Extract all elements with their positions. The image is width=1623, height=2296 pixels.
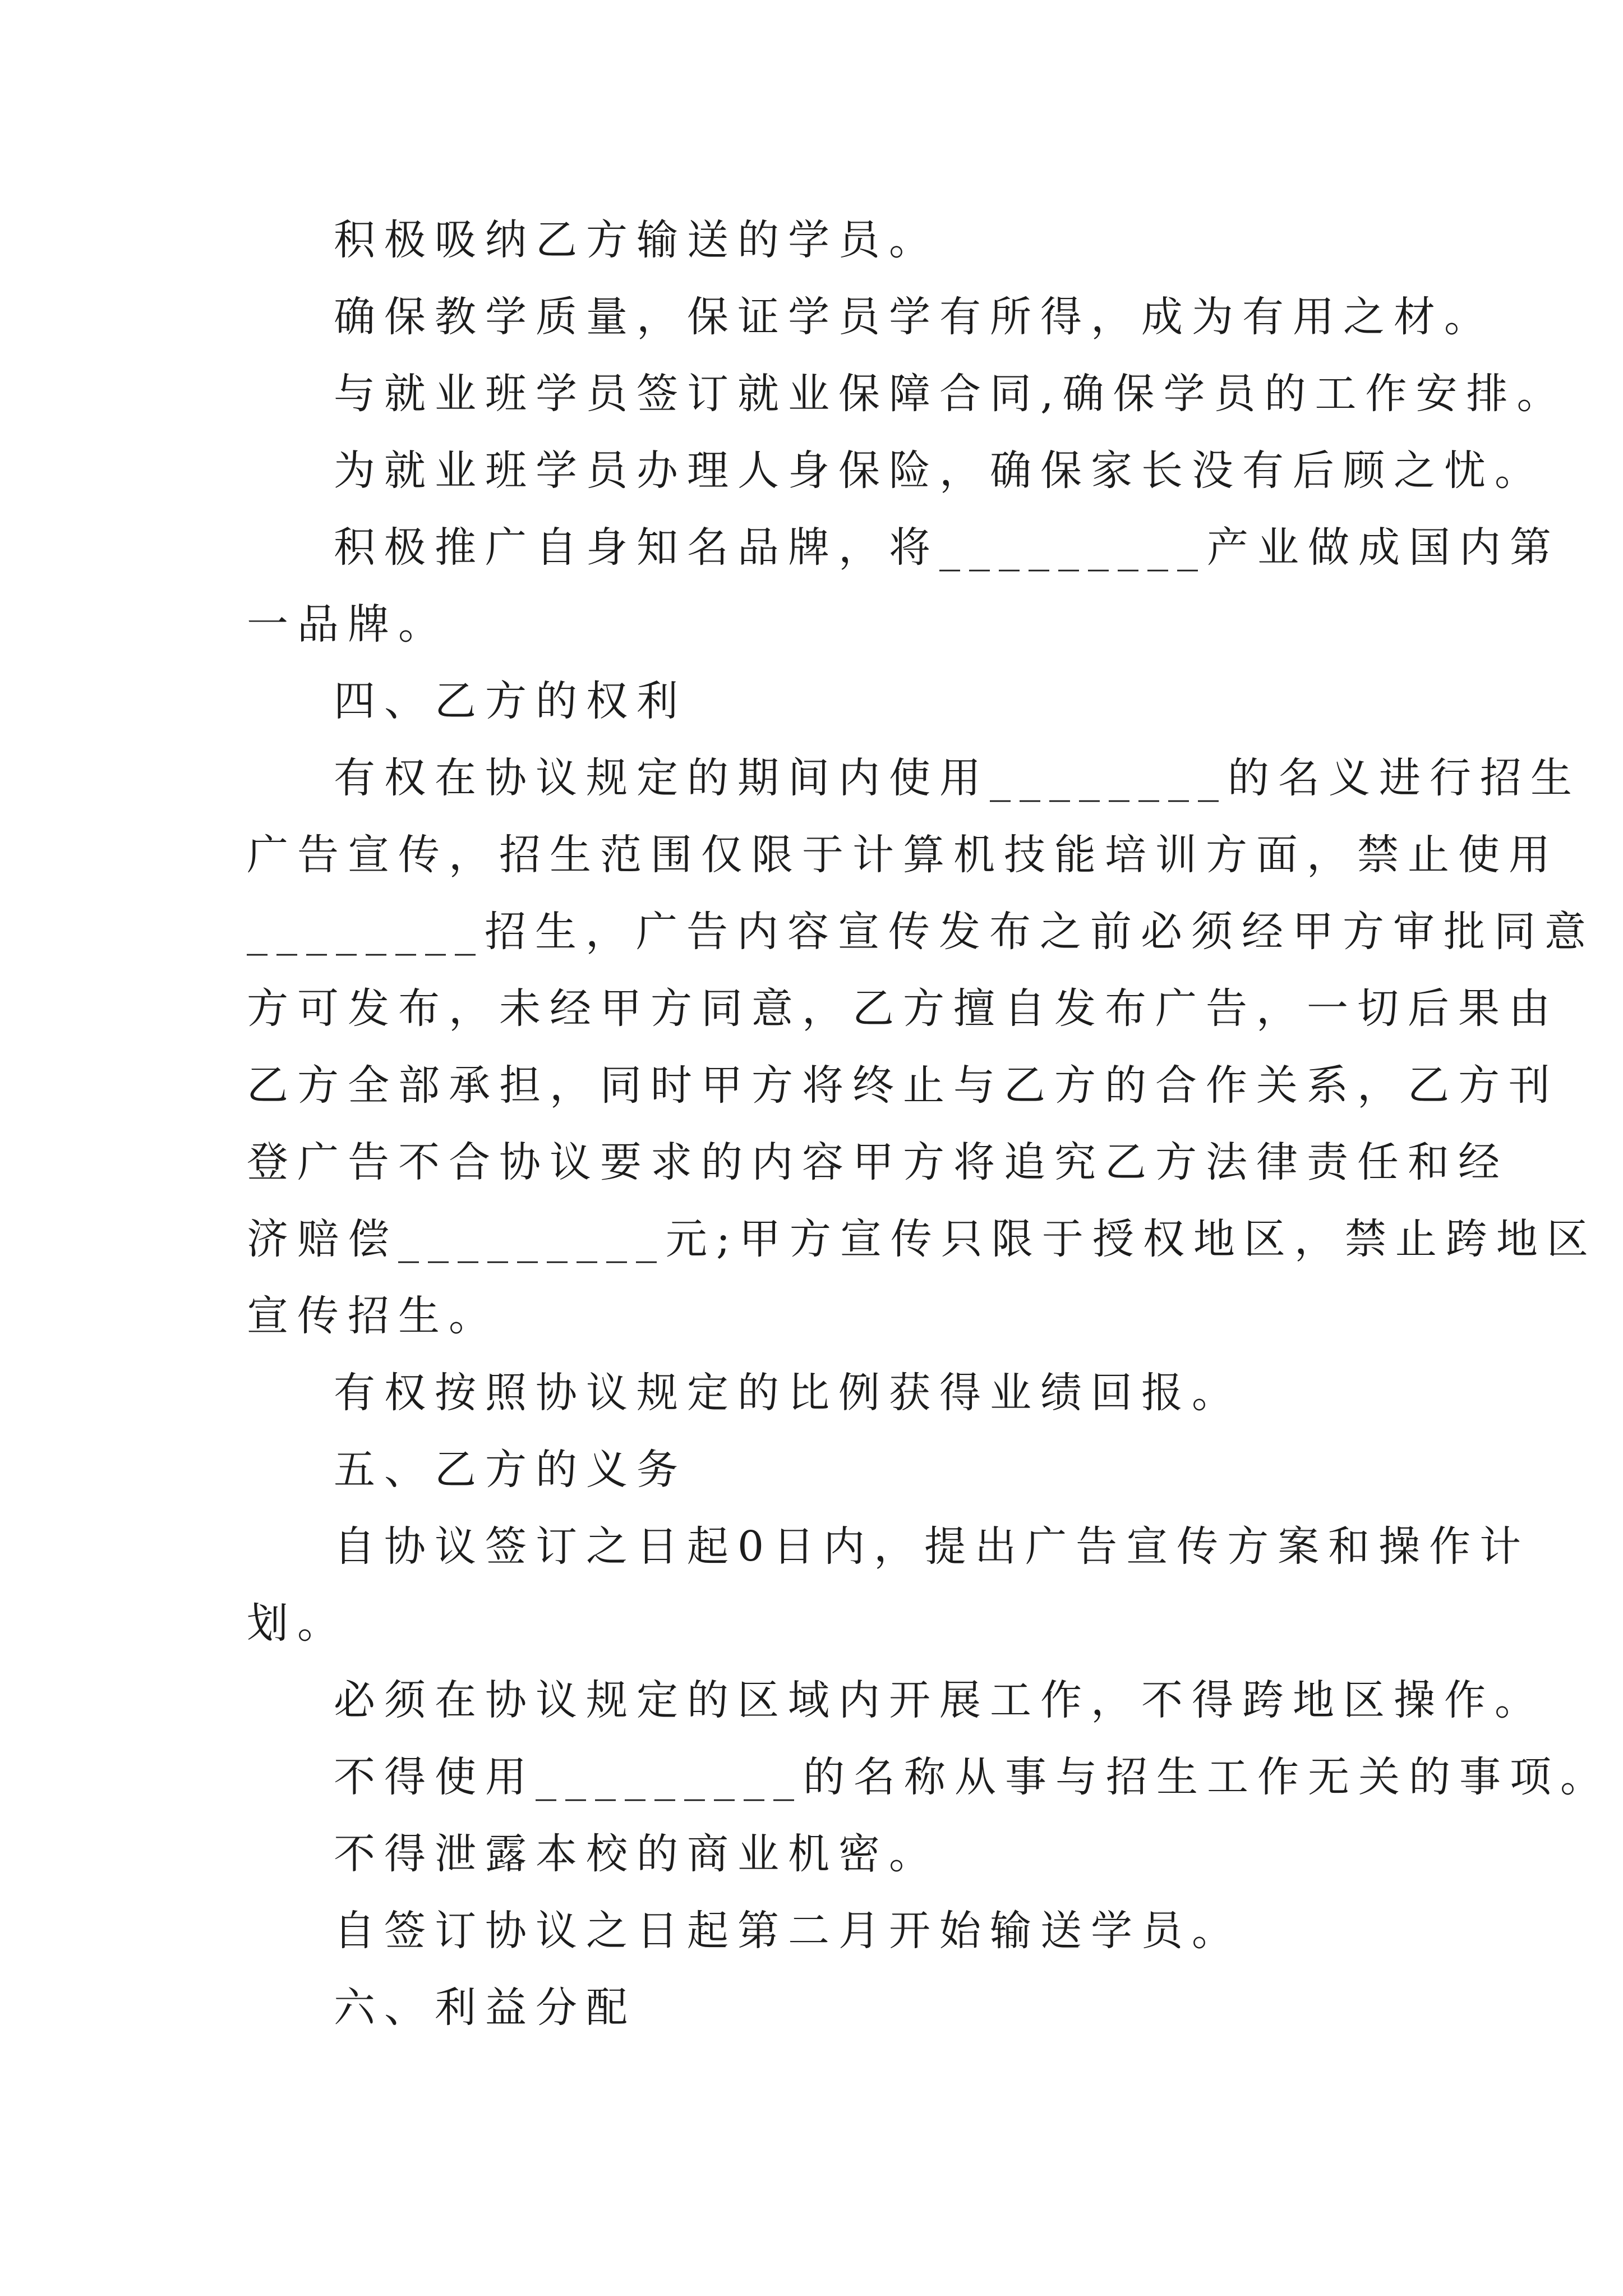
paragraph-line: 济赔偿_________元;甲方宣传只限于授权地区，禁止跨地区 [247,1215,1597,1263]
paragraph-line: 有权按照协议规定的比例获得业绩回报。 [334,1369,1242,1417]
document-body [247,202,1611,2046]
paragraph-line: 宣传招生。 [247,1292,499,1340]
paragraph-line: 不得使用_________的名称从事与招生工作无关的事项。 [334,1753,1611,1801]
section-heading: 四、乙方的权利 [334,677,687,725]
paragraph-line: 自协议签订之日起0日内，提出广告宣传方案和操作计 [334,1522,1530,1571]
paragraph-line: 登广告不合协议要求的内容甲方将追究乙方法律责任和经 [247,1138,1509,1186]
paragraph-line: 乙方全部承担，同时甲方将终止与乙方的合作关系，乙方刊 [247,1061,1559,1110]
paragraph-line: 积极推广自身知名品牌，将_________产业做成国内第 [334,523,1560,572]
paragraph-line: 自签订协议之日起第二月开始输送学员。 [334,1907,1242,1955]
paragraph-line: 不得泄露本校的商业机密。 [334,1830,939,1878]
paragraph-line: 积极吸纳乙方输送的学员。 [334,216,939,264]
paragraph-line: 广告宣传，招生范围仅限于计算机技能培训方面，禁止使用 [247,831,1559,879]
paragraph-line: 一品牌。 [247,600,449,648]
paragraph-line: 为就业班学员办理人身保险，确保家长没有后顾之忧。 [334,447,1545,495]
paragraph-line: 确保教学质量，保证学员学有所得，成为有用之材。 [334,293,1495,341]
paragraph-line: 必须在协议规定的区域内开展工作，不得跨地区操作。 [334,1676,1545,1724]
paragraph-line: 方可发布，未经甲方同意，乙方擅自发布广告，一切后果由 [247,984,1559,1033]
section-heading: 五、乙方的义务 [334,1446,687,1494]
section-heading: 六、利益分配 [334,1984,637,2032]
paragraph-line: 与就业班学员签订就业保障合同,确保学员的工作安排。 [334,370,1567,418]
paragraph-line: 有权在协议规定的期间内使用________的名义进行招生 [334,754,1581,802]
paragraph-line: ________招生，广告内容宣传发布之前必须经甲方审批同意 [247,908,1595,956]
paragraph-line: 划。 [247,1599,348,1648]
